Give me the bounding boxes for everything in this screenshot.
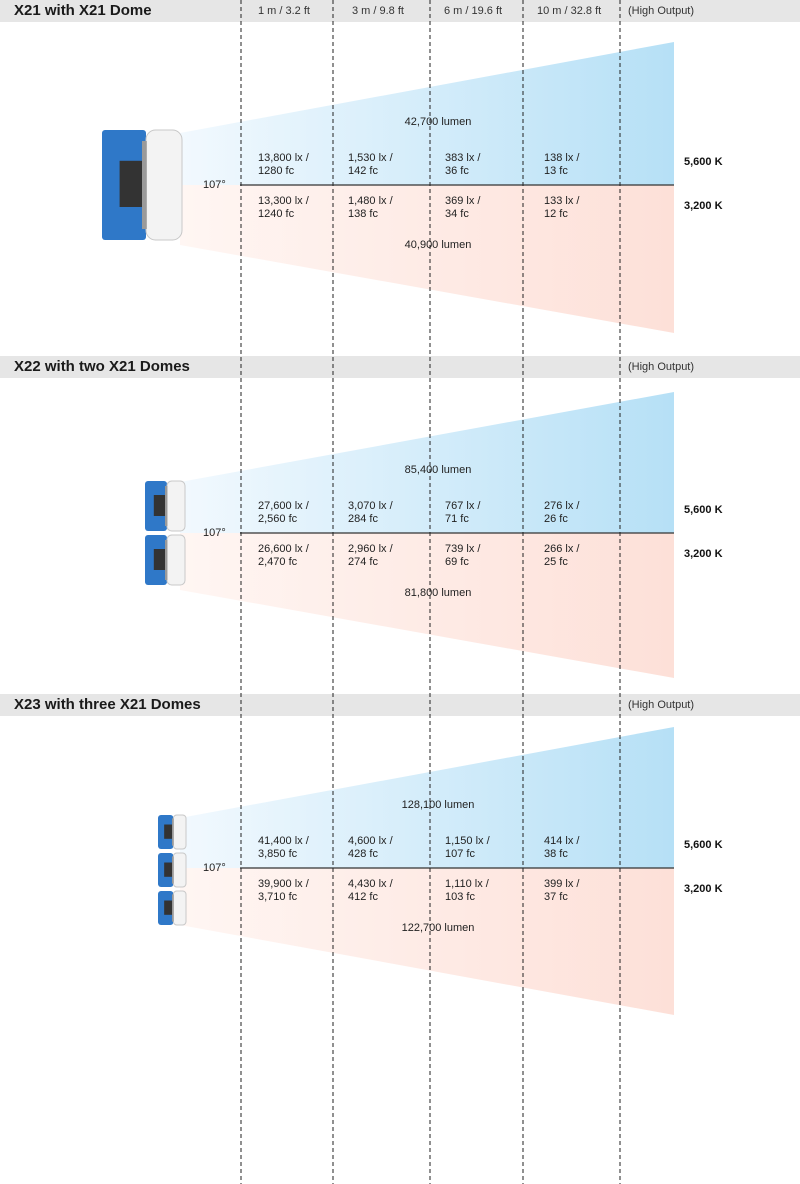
fixture-icon [145,535,185,585]
illuminance-cool: 1,150 lx / [445,835,490,847]
high-output-label-1: (High Output) [628,5,695,17]
cct-label-warm: 3,200 K [684,548,723,560]
illuminance-warm-fc: 2,470 fc [258,556,298,568]
illuminance-warm-fc: 274 fc [348,556,378,568]
illuminance-cool: 27,600 lx / [258,500,309,512]
illuminance-warm-fc: 25 fc [544,556,568,568]
cct-label-warm: 3,200 K [684,883,723,895]
illuminance-cool-fc: 36 fc [445,165,469,177]
fixture-bracket [165,486,167,526]
illuminance-cool-fc: 142 fc [348,165,378,177]
beam-warm [180,533,674,678]
illuminance-warm: 1,110 lx / [445,878,489,890]
illuminance-cool-fc: 107 fc [445,848,475,860]
section-title-2: X22 with two X21 Domes [14,358,190,375]
fixture-icon [102,130,182,240]
fixture-bracket [165,540,167,580]
cct-label-warm: 3,200 K [684,200,723,212]
illuminance-cool: 4,600 lx / [348,835,393,847]
illuminance-warm: 39,900 lx / [258,878,309,890]
section-title-3: X23 with three X21 Domes [14,696,201,713]
dome-cap [173,853,186,887]
fixture-handle [164,863,172,877]
fixture-bracket [172,894,174,921]
beam-cool [180,42,674,185]
dome-cap [146,130,182,240]
illuminance-cool: 767 lx / [445,500,481,512]
illuminance-warm-fc: 37 fc [544,891,568,903]
beam-warm [180,868,674,1015]
illuminance-cool-fc: 2,560 fc [258,513,298,525]
illuminance-warm: 2,960 lx / [348,543,393,555]
illuminance-warm: 13,300 lx / [258,195,309,207]
illuminance-cool: 383 lx / [445,152,481,164]
illuminance-warm-fc: 138 fc [348,208,378,220]
dome-cap [167,535,185,585]
fixture-handle [120,161,142,207]
fixture-handle [164,825,172,839]
illuminance-warm: 4,430 lx / [348,878,393,890]
illuminance-warm-fc: 34 fc [445,208,469,220]
cct-label-cool: 5,600 K [684,156,723,168]
fixture-icon [158,853,186,887]
cct-label-cool: 5,600 K [684,504,723,516]
lumen-label-cool: 85,400 lumen [404,464,472,476]
illuminance-cool: 276 lx / [544,500,580,512]
illuminance-warm-fc: 103 fc [445,891,475,903]
high-output-label-3: (High Output) [628,699,695,711]
lumen-label-warm: 40,900 lumen [404,239,472,251]
dome-cap [173,815,186,849]
beam-cool [180,392,674,533]
illuminance-cool: 41,400 lx / [258,835,309,847]
dome-cap [173,891,186,925]
illuminance-warm-fc: 69 fc [445,556,469,568]
illuminance-warm-fc: 3,710 fc [258,891,298,903]
fixture-bracket [172,818,174,845]
beam-angle-label: 107° [203,862,226,874]
fixture-icon [158,891,186,925]
fixture-icon [145,481,185,531]
illuminance-cool: 414 lx / [544,835,580,847]
illuminance-cool-fc: 3,850 fc [258,848,298,860]
illuminance-cool-fc: 26 fc [544,513,568,525]
fixture-handle [164,901,172,915]
illuminance-cool: 138 lx / [544,152,580,164]
illuminance-warm: 739 lx / [445,543,481,555]
lumen-label-warm: 81,800 lumen [404,587,472,599]
illuminance-cool: 1,530 lx / [348,152,393,164]
fixture-handle [154,495,165,516]
lumen-label-warm: 122,700 lumen [401,922,475,934]
illuminance-cool-fc: 71 fc [445,513,469,525]
illuminance-cool: 13,800 lx / [258,152,309,164]
illuminance-warm: 266 lx / [544,543,580,555]
illuminance-warm-fc: 412 fc [348,891,378,903]
beam-angle-label: 107° [203,179,226,191]
illuminance-cool-fc: 284 fc [348,513,378,525]
illuminance-cool-fc: 13 fc [544,165,568,177]
beam-angle-label: 107° [203,527,226,539]
distance-label-2: 3 m / 9.8 ft [352,5,404,17]
fixture-bracket [172,856,174,883]
fixture-bracket [142,141,147,229]
illuminance-warm: 26,600 lx / [258,543,309,555]
illuminance-warm: 369 lx / [445,195,481,207]
illuminance-warm: 399 lx / [544,878,580,890]
illuminance-cool-fc: 38 fc [544,848,568,860]
beam-cool [180,727,674,868]
high-output-label-2: (High Output) [628,361,695,373]
illuminance-cool-fc: 1280 fc [258,165,295,177]
illuminance-warm-fc: 12 fc [544,208,568,220]
distance-label-1: 1 m / 3.2 ft [258,5,310,17]
illuminance-warm: 133 lx / [544,195,580,207]
illuminance-warm-fc: 1240 fc [258,208,295,220]
section-title-1: X21 with X21 Dome [14,2,152,19]
distance-label-4: 10 m / 32.8 ft [537,5,602,17]
fixture-icon [158,815,186,849]
dome-cap [167,481,185,531]
beam-warm [180,185,674,333]
lumen-label-cool: 42,700 lumen [404,116,472,128]
distance-label-3: 6 m / 19.6 ft [444,5,503,17]
illuminance-cool: 3,070 lx / [348,500,393,512]
illuminance-warm: 1,480 lx / [348,195,393,207]
illuminance-cool-fc: 428 fc [348,848,378,860]
lumen-label-cool: 128,100 lumen [401,799,475,811]
fixture-handle [154,549,165,570]
cct-label-cool: 5,600 K [684,839,723,851]
